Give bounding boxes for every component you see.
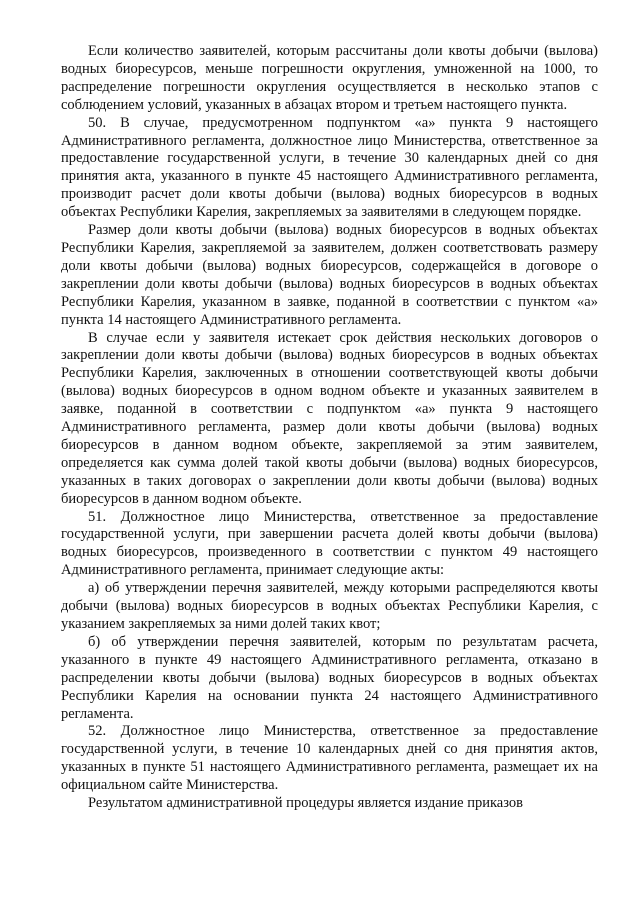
paragraph-subitem-a: а) об утверждении перечня заявителей, между которыми распределяются квоты добычи (вылова) водных биоресурсов в водных объектах Республики Карелия, с указанием закрепляемых за ними долей таких квот; <box>61 580 598 632</box>
paragraph-item-52: 52. Должностное лицо Министерства, ответственное за предоставление государственной услуги, в течение 10 календарных дней со дня принятия актов, указанных в пункте 51 настоящего Административного регламента, размещает их на официальном сайте Министерства. <box>61 723 598 794</box>
paragraph-multiple-contracts: В случае если у заявителя истекает срок действия нескольких договоров о закреплении доли квоты добычи (вылова) водных биоресурсов в водных объектах Республики Карелия, заключенных в отношении соответствующей квоты добычи (вылова) водных биоресурсов в одном водном объекте и указанных заявителем в заявке, поданной в соответствии с подпунктом «а» пункта 9 настоящего Административного регламента, размер доли квоты добычи (вылова) водных биоресурсов в данном водном объекте, закрепляемой за этим заявителем, определяется как сумма долей такой квоты добычи (вылова) водных биоресурсов, указанных в таких договорах о закреплении доли квоты добычи (вылова) водных биоресурсов в данном водном объекте. <box>61 329 598 507</box>
paragraph-result: Результатом административной процедуры является издание приказов <box>88 795 523 812</box>
paragraph-rounding-error: Если количество заявителей, которым рассчитаны доли квоты добычи (вылова) водных биоресурсов, меньше погрешности округления, умноженной на 1000, то распределение погрешности округления осуществляется в несколько этапов с соблюдением условий, указанных в абзацах втором и третьем настоящего пункта. <box>61 43 598 113</box>
document-body <box>61 43 598 813</box>
paragraph-item-50: 50. В случае, предусмотренном подпунктом «а» пункта 9 настоящего Административного регламента, должностное лицо Министерства, ответственное за предоставление государственной услуги, в течение 30 календарных дней со дня принятия акта, указанного в пункте 45 настоящего Административного регламента, производит расчет доли квоты добычи (вылова) водных биоресурсов в водных объектах Республики Карелия, закрепляемых за заявителями в следующем порядке. <box>61 114 598 221</box>
paragraph-quota-share-size: Размер доли квоты добычи (вылова) водных биоресурсов в водных объектах Республики Карелия, закрепляемой за заявителем, должен соответствовать размеру доли квоты добычи (вылова) водных биоресурсов, содержащейся в договоре о закреплении доли квоты добычи (вылова) водных биоресурсов в водных объектах Республики Карелия, указанном в заявке, поданной в соответствии с пунктом «а» пункта 14 настоящего Административного регламента. <box>61 222 598 328</box>
paragraph-subitem-b: б) об утверждении перечня заявителей, которым по результатам расчета, указанного в пункте 49 настоящего Административного регламента, отказано в распределении квоты добычи (вылова) водных биоресурсов в водных объектах Республики Карелия на основании пункта 24 настоящего Административного регламента. <box>61 633 598 722</box>
paragraph-item-51: 51. Должностное лицо Министерства, ответственное за предоставление государственной услуги, при завершении расчета долей квоты добычи (вылова) водных биоресурсов, произведенного в соответствии с пунктом 49 настоящего Административного регламента, принимает следующие акты: <box>61 508 598 579</box>
